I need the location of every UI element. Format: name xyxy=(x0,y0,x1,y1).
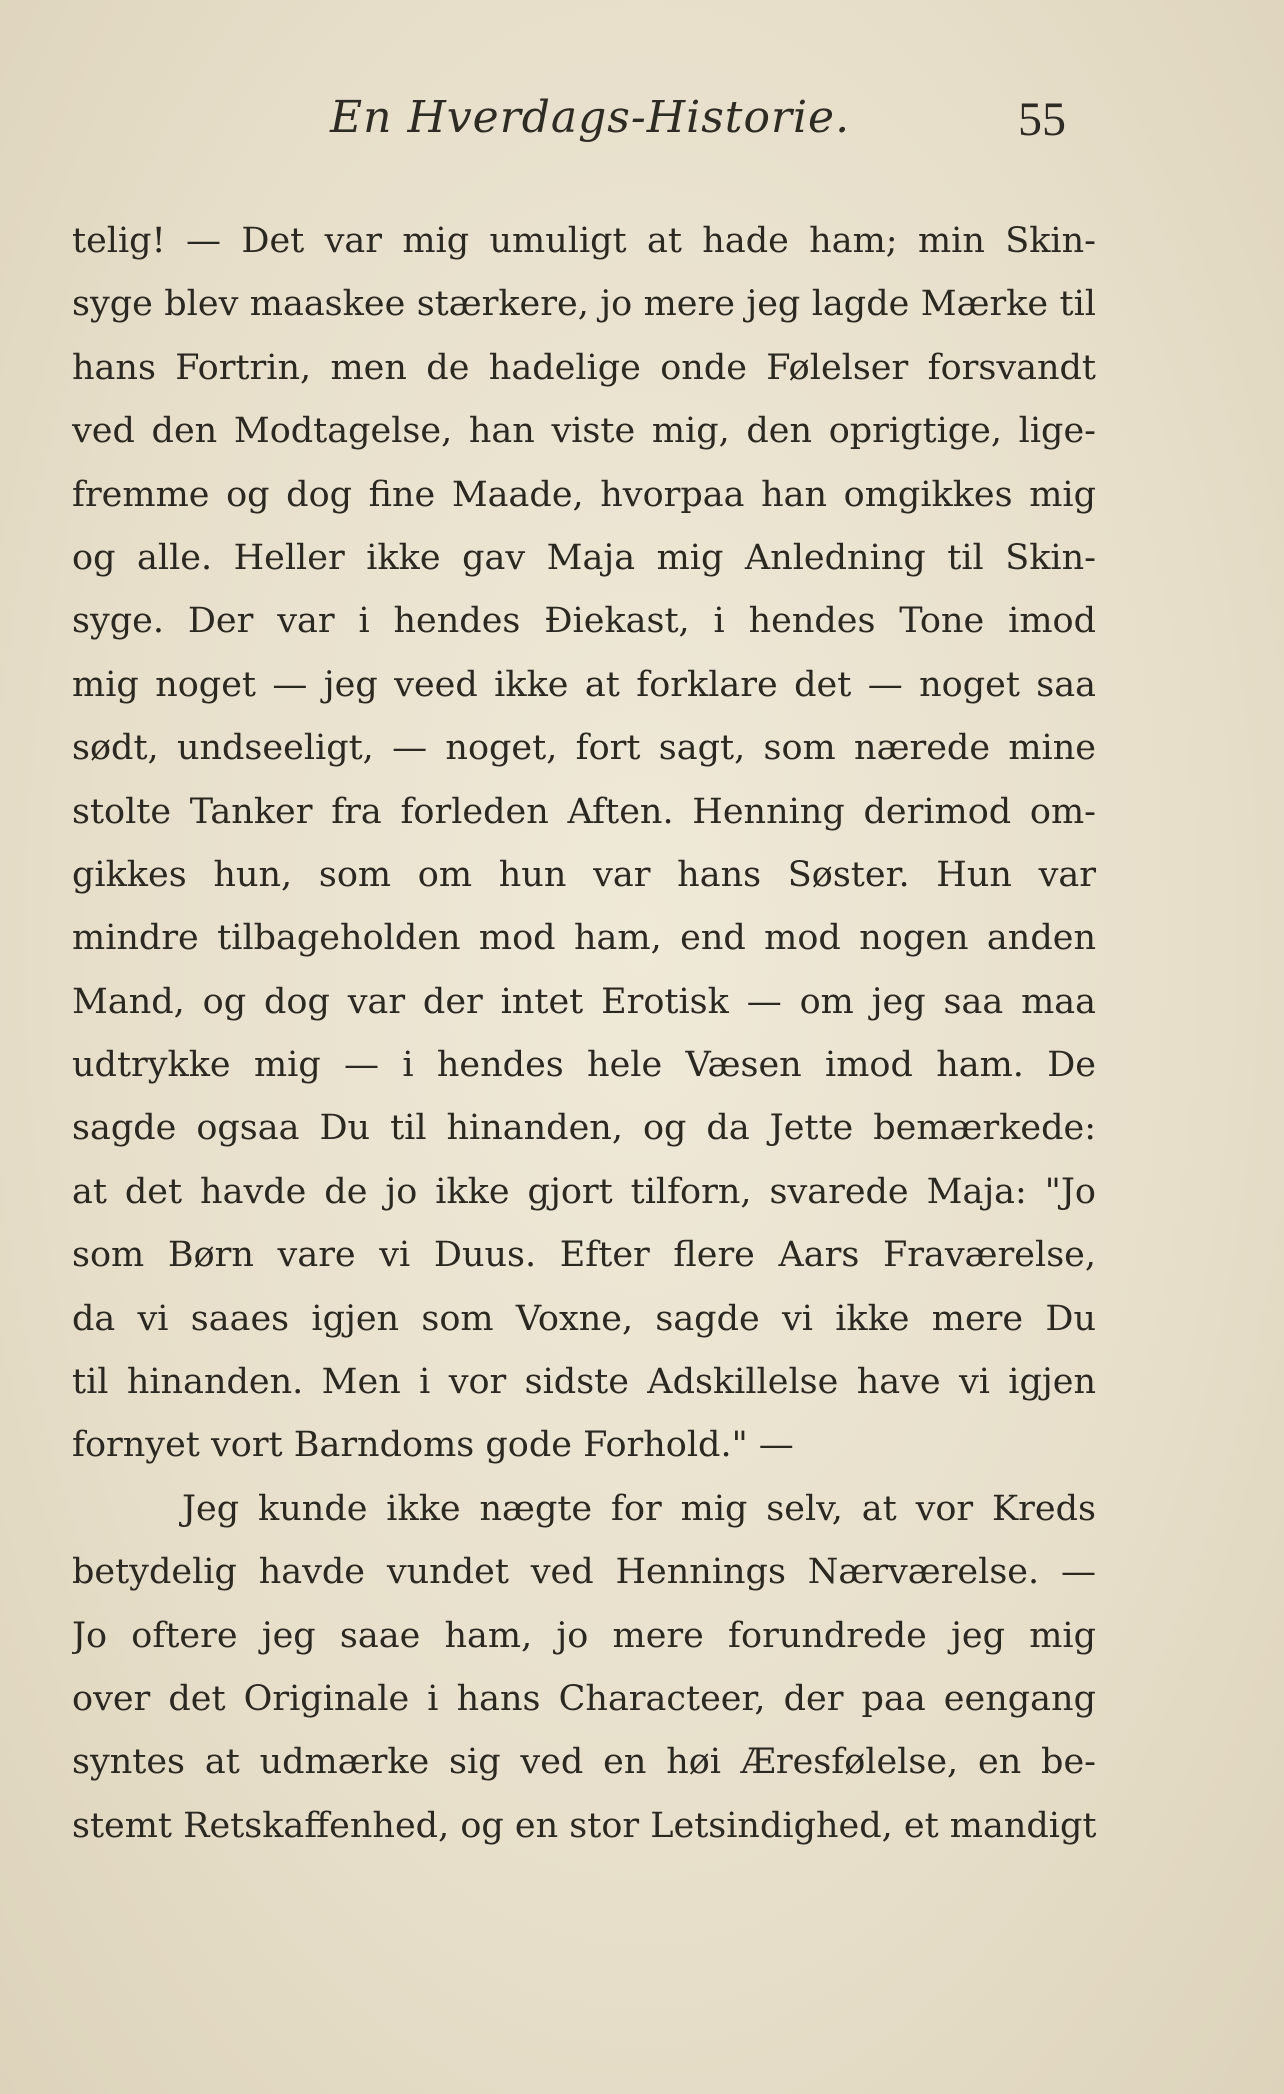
text-line: fremme og dog fine Maade, hvorpaa han omgikkes mig xyxy=(72,474,1096,515)
text-line: stolte Tanker fra forleden Aften. Henning derimod om- xyxy=(72,791,1096,832)
text-line: at det havde de jo ikke gjort tilforn, svarede Maja: "Jo xyxy=(72,1171,1096,1212)
text-line: hans Fortrin, men de hadelige onde Følelser forsvandt xyxy=(72,347,1096,388)
text-line: ved den Modtagelse, han viste mig, den oprigtige, lige- xyxy=(72,411,1096,452)
text-line: telig! — Det var mig umuligt at hade ham; min Skin- xyxy=(72,221,1096,261)
text-line: sødt, undseeligt, — noget, fort sagt, som nærede mine xyxy=(72,728,1096,769)
text-line: syge blev maaskee stærkere, jo mere jeg lagde Mærke til xyxy=(72,284,1096,325)
text-line: gikkes hun, som om hun var hans Søster. Hun var xyxy=(72,854,1096,895)
text-line: betydelig havde vundet ved Hennings Nærværelse. — xyxy=(72,1552,1096,1593)
text-line: sagde ogsaa Du til hinanden, og da Jette bemærkede: xyxy=(72,1108,1096,1149)
text-line: udtrykke mig — i hendes hele Væsen imod ham. De xyxy=(72,1045,1096,1086)
text-line: syntes at udmærke sig ved en høi Æresfølelse, en be- xyxy=(72,1742,1096,1783)
text-line: som Børn vare vi Duus. Efter flere Aars Fraværelse, xyxy=(72,1235,1096,1276)
text-line: stemt Retskaffenhed, og en stor Letsindighed, et mandigt xyxy=(72,1805,1096,1846)
page-number: 55 xyxy=(1018,93,1066,146)
text-line: over det Originale i hans Characteer, der paa eengang xyxy=(72,1678,1096,1719)
body-text xyxy=(72,210,1096,1858)
text-line: Jo oftere jeg saae ham, jo mere forundrede jeg mig xyxy=(72,1615,1096,1656)
text-line: mig noget — jeg veed ikke at forklare det — noget saa xyxy=(72,664,1096,705)
text-line: fornyet vort Barndoms gode Forhold." — xyxy=(72,1425,794,1466)
page-header xyxy=(0,92,1284,162)
text-line: Jeg kunde ikke nægte for mig selv, at vor Kreds xyxy=(182,1488,1096,1529)
text-line: til hinanden. Men i vor sidste Adskillelse have vi igjen xyxy=(72,1362,1096,1403)
text-line: og alle. Heller ikke gav Maja mig Anledning til Skin- xyxy=(72,537,1096,578)
text-line: mindre tilbageholden mod ham, end mod nogen anden xyxy=(72,918,1096,959)
running-title: En Hverdags-Historie. xyxy=(330,92,851,143)
text-line: syge. Der var i hendes Ðiekast, i hendes Tone imod xyxy=(72,601,1096,642)
text-line: Mand, og dog var der intet Erotisk — om jeg saa maa xyxy=(72,981,1096,1022)
text-line: da vi saaes igjen som Voxne, sagde vi ikke mere Du xyxy=(72,1298,1096,1339)
